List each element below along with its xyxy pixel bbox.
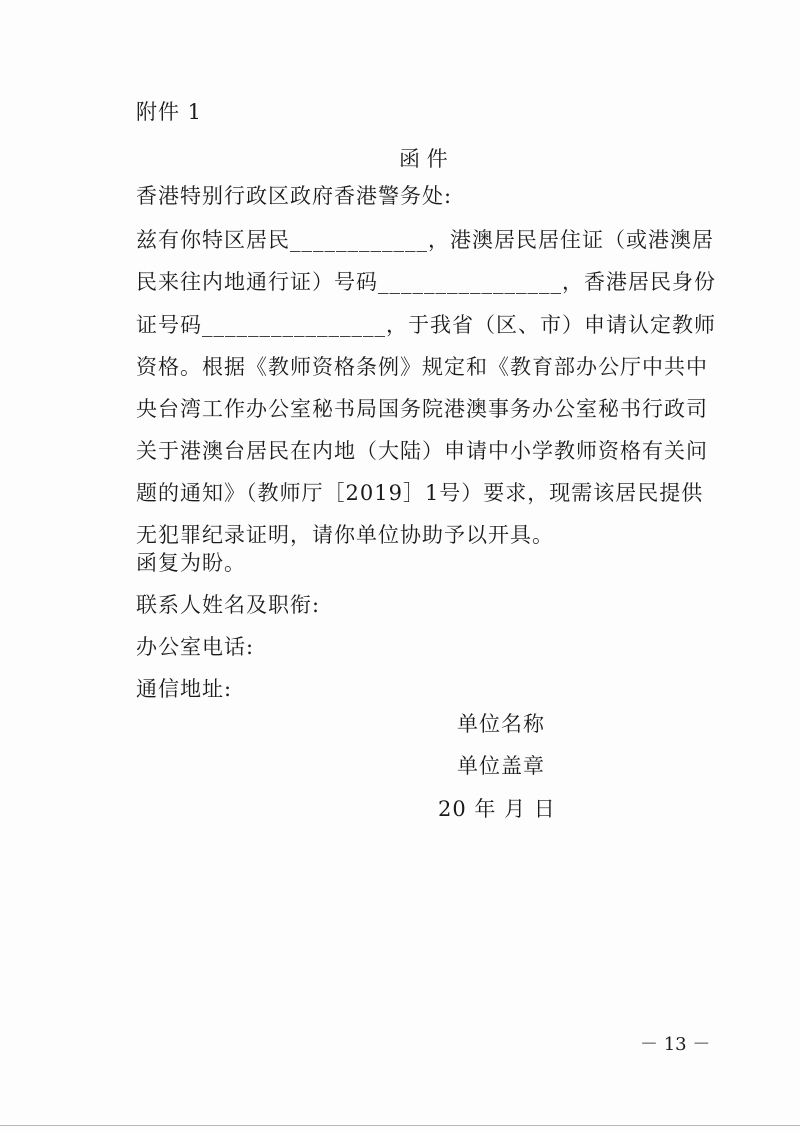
page-bottom-edge (0, 1125, 800, 1126)
address-label: 通信地址: (136, 677, 233, 701)
body-line: 题的通知》（教师厅［2019］1号）要求，现需该居民提供 (136, 481, 704, 505)
page-number: － 13 － (640, 1034, 711, 1055)
document-title: 函 件 (399, 147, 448, 171)
phone-label: 办公室电话: (136, 635, 255, 659)
reply-request: 函复为盼。 (136, 551, 246, 575)
date-line: 20 年 月 日 (438, 797, 556, 821)
body-line: 兹有你特区居民____________，港澳居民居住证（或港澳居 (136, 228, 714, 252)
body-line: 资格。根据《教师资格条例》规定和《教育部办公厅中共中 (136, 355, 708, 379)
contact-label: 联系人姓名及职衔: (136, 593, 321, 617)
attachment-label: 附件 1 (136, 100, 203, 124)
unit-seal: 单位盖章 (457, 754, 545, 778)
body-line: 无犯罪纪录证明，请你单位协助予以开具。 (136, 523, 554, 547)
addressee: 香港特别行政区政府香港警务处: (136, 184, 453, 208)
body-line: 证号码________________，于我省（区、市）申请认定教师 (136, 313, 716, 337)
body-line: 央台湾工作办公室秘书局国务院港澳事务办公室秘书行政司 (136, 397, 708, 421)
body-line: 关于港澳台居民在内地（大陆）申请中小学教师资格有关问 (136, 439, 708, 463)
unit-name: 单位名称 (457, 712, 545, 736)
body-line: 民来往内地通行证）号码________________，香港居民身份 (136, 270, 716, 294)
